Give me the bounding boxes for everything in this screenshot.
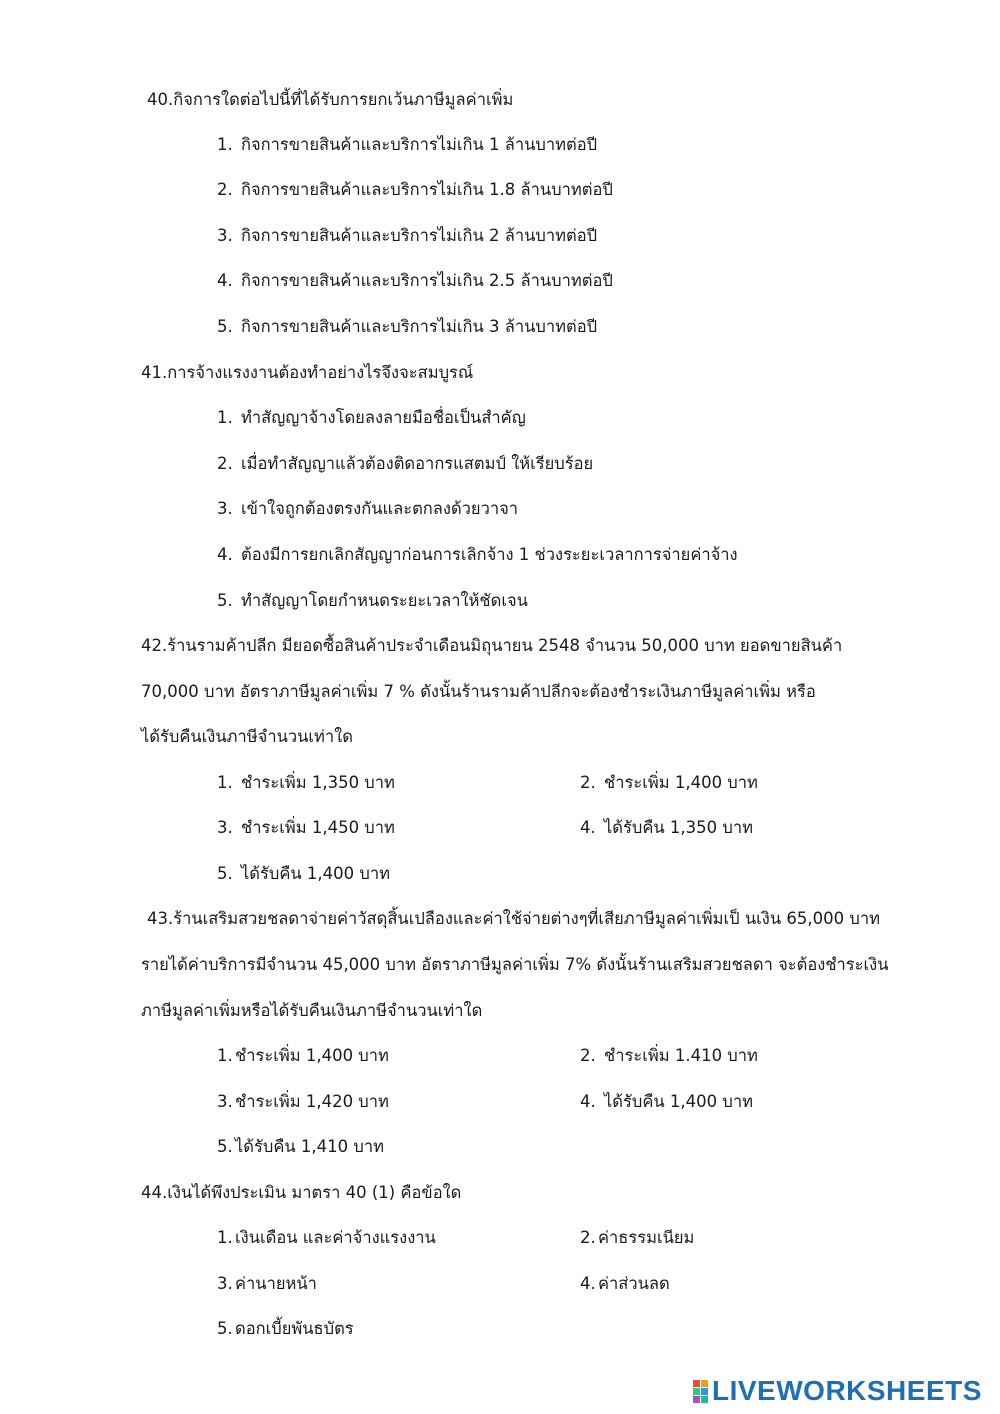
q43-option-1[interactable]: [217, 1044, 389, 1068]
question-44: 44.เงินได้พึงประเมิน มาตรา 40 (1) คือข้อใด: [141, 1183, 462, 1202]
brand-name: LIVEWORKSHEETS: [712, 1375, 982, 1406]
q43-option-4[interactable]: [580, 1090, 753, 1114]
option-text: กิจการขายสินค้าและบริการไม่เกิน 2 ล้านบาทต่อปี: [241, 226, 598, 245]
q44-option-4[interactable]: [580, 1272, 670, 1296]
option-number: 3.: [217, 226, 233, 245]
q40-option-2[interactable]: [217, 178, 613, 202]
option-text: ค่านายหน้า: [235, 1274, 317, 1293]
option-number: 5.: [217, 591, 233, 610]
q40-option-3[interactable]: [217, 224, 597, 248]
option-text: ค่าธรรมเนียม: [598, 1228, 695, 1247]
option-text: ได้รับคืน 1,350 บาท: [604, 818, 754, 837]
q42-option-3[interactable]: [217, 816, 395, 840]
option-number: 1.: [217, 135, 233, 154]
option-number: 5.: [217, 1137, 233, 1156]
q41-option-3[interactable]: [217, 497, 518, 521]
question-42-line-1: 42.ร้านรามค้าปลีก มียอดซื้อสินค้าประจำเดือนมิถุนายน 2548 จำนวน 50,000 บาท ยอดขายสินค้า: [141, 636, 843, 655]
q44-option-2[interactable]: [580, 1226, 694, 1250]
q44-option-5[interactable]: [217, 1317, 354, 1341]
option-number: 4.: [217, 271, 233, 290]
option-text: ดอกเบี้ยพันธบัตร: [235, 1319, 354, 1338]
option-number: 3.: [217, 499, 233, 518]
option-number: 4.: [580, 818, 596, 837]
q42-option-4[interactable]: [580, 816, 753, 840]
option-number: 3.: [217, 1274, 233, 1293]
option-number: 2.: [580, 1046, 596, 1065]
q41-option-5[interactable]: [217, 589, 528, 613]
q43-option-3[interactable]: [217, 1090, 389, 1114]
option-number: 5.: [217, 317, 233, 336]
option-text: ทำสัญญาจ้างโดยลงลายมือชื่อเป็นสำคัญ: [241, 408, 526, 427]
option-number: 2.: [580, 1228, 596, 1247]
question-42-line-3: ได้รับคืนเงินภาษีจำนวนเท่าใด: [141, 727, 353, 746]
option-text: ชำระเพิ่ม 1,350 บาท: [241, 773, 395, 792]
question-43-line-1: 43.ร้านเสริมสวยชลดาจ่ายค่าวัสดุสิ้นเปลืองและค่าใช้จ่ายต่างๆที่เสียภาษีมูลค่าเพิ่มเป็ นเงิน 65,000 บาท: [147, 909, 880, 928]
option-number: 5.: [217, 864, 233, 883]
option-text: ชำระเพิ่ม 1,400 บาท: [604, 773, 758, 792]
q41-option-1[interactable]: [217, 406, 526, 430]
option-text: ทำสัญญาโดยกำหนดระยะเวลาให้ชัดเจน: [241, 591, 528, 610]
option-number: 3.: [217, 818, 233, 837]
option-text: กิจการขายสินค้าและบริการไม่เกิน 2.5 ล้านบาทต่อปี: [241, 271, 613, 290]
question-42-line-2: 70,000 บาท อัตราภาษีมูลค่าเพิ่ม 7 % ดังนั้นร้านรามค้าปลีกจะต้องชำระเงินภาษีมูลค่าเพิ่ม หรือ: [141, 682, 816, 701]
q40-option-4[interactable]: [217, 269, 613, 293]
liveworksheets-logo-icon: [693, 1380, 708, 1403]
option-text: กิจการขายสินค้าและบริการไม่เกิน 1.8 ล้านบาทต่อปี: [241, 180, 613, 199]
option-text: กิจการขายสินค้าและบริการไม่เกิน 1 ล้านบาทต่อปี: [241, 135, 598, 154]
option-text: ได้รับคืน 1,410 บาท: [235, 1137, 385, 1156]
q42-option-5[interactable]: [217, 862, 390, 886]
question-40: 40.กิจการใดต่อไปนี้ที่ได้รับการยกเว้นภาษีมูลค่าเพิ่ม: [147, 90, 514, 109]
q44-option-1[interactable]: [217, 1226, 436, 1250]
q44-option-3[interactable]: [217, 1272, 317, 1296]
q43-option-5[interactable]: [217, 1135, 384, 1159]
q40-option-1[interactable]: [217, 133, 597, 157]
option-number: 1.: [217, 1046, 233, 1065]
option-text: เงินเดือน และค่าจ้างแรงงาน: [235, 1228, 436, 1247]
q40-option-5[interactable]: [217, 315, 597, 339]
option-text: ได้รับคืน 1,400 บาท: [604, 1092, 754, 1111]
option-number: 4.: [580, 1092, 596, 1111]
option-text: ต้องมีการยกเลิกสัญญาก่อนการเลิกจ้าง 1 ช่วงระยะเวลาการจ่ายค่าจ้าง: [241, 545, 738, 564]
option-number: 2.: [217, 454, 233, 473]
q43-option-2[interactable]: [580, 1044, 758, 1068]
option-number: 1.: [217, 773, 233, 792]
question-43-line-2: รายได้ค่าบริการมีจำนวน 45,000 บาท อัตราภาษีมูลค่าเพิ่ม 7% ดังนั้นร้านเสริมสวยชลดา จะต้องชำระเงิน: [141, 955, 889, 974]
option-number: 5.: [217, 1319, 233, 1338]
option-number: 2.: [217, 180, 233, 199]
option-text: กิจการขายสินค้าและบริการไม่เกิน 3 ล้านบาทต่อปี: [241, 317, 598, 336]
question-41: 41.การจ้างแรงงานต้องทำอย่างไรจึงจะสมบูรณ์: [141, 363, 474, 382]
option-number: 2.: [580, 773, 596, 792]
option-text: ค่าส่วนลด: [598, 1274, 670, 1293]
option-text: ชำระเพิ่ม 1,420 บาท: [235, 1092, 389, 1111]
q42-option-1[interactable]: [217, 771, 395, 795]
question-43-line-3: ภาษีมูลค่าเพิ่มหรือได้รับคืนเงินภาษีจำนวนเท่าใด: [141, 1001, 483, 1020]
q42-option-2[interactable]: [580, 771, 758, 795]
option-text: ได้รับคืน 1,400 บาท: [241, 864, 391, 883]
option-text: เมื่อทำสัญญาแล้วต้องติดอากรแสตมป์ ให้เรียบร้อย: [241, 454, 594, 473]
option-number: 3.: [217, 1092, 233, 1111]
option-text: ชำระเพิ่ม 1,450 บาท: [241, 818, 395, 837]
liveworksheets-brand[interactable]: [693, 1374, 982, 1408]
option-number: 1.: [217, 1228, 233, 1247]
option-text: ชำระเพิ่ม 1,400 บาท: [235, 1046, 389, 1065]
option-number: 4.: [217, 545, 233, 564]
q41-option-2[interactable]: [217, 452, 593, 476]
q41-option-4[interactable]: [217, 543, 738, 567]
option-text: ชำระเพิ่ม 1.410 บาท: [604, 1046, 758, 1065]
option-number: 4.: [580, 1274, 596, 1293]
option-text: เข้าใจถูกต้องตรงกันและตกลงด้วยวาจา: [241, 499, 519, 518]
option-number: 1.: [217, 408, 233, 427]
